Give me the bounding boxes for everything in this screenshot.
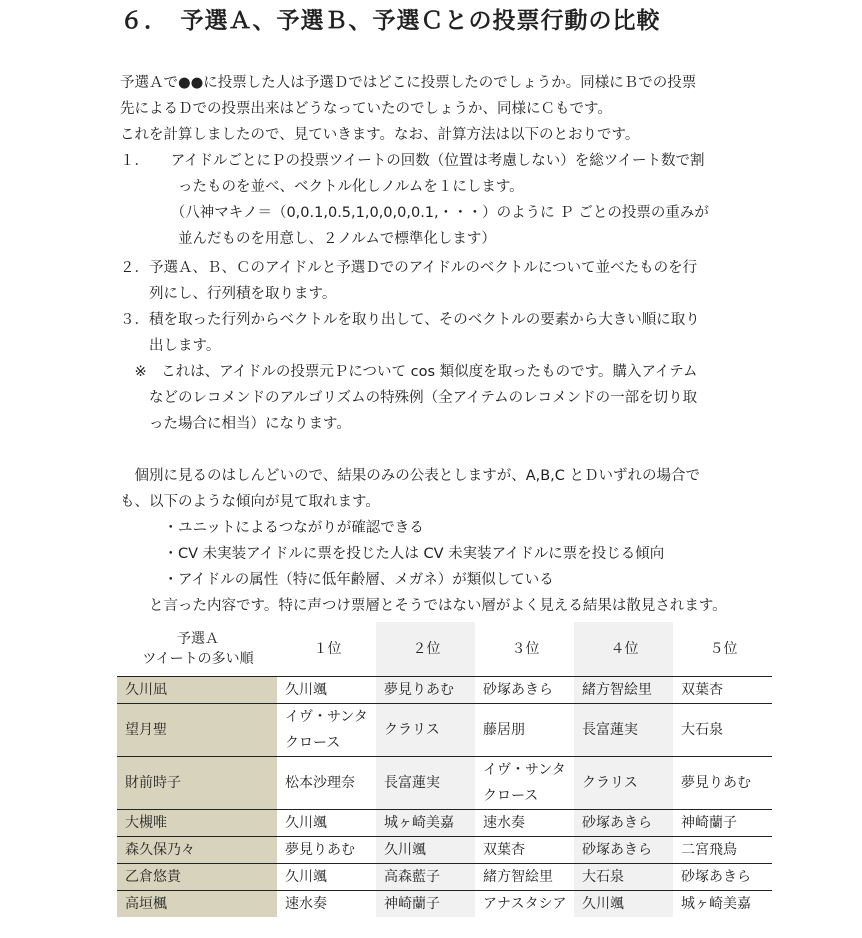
table-row — [117, 810, 772, 837]
rank-5-cell: 二宮飛鳥 — [681, 842, 737, 858]
text-line: 並んだものを用意し、２ノルムで標準化します） — [120, 231, 496, 247]
table-row — [117, 677, 772, 704]
table-row — [117, 864, 772, 891]
text-line: ３．積を取った行列からベクトルを取り出して、そのベクトルの要素から大きい順に取り — [120, 312, 700, 328]
table-row — [117, 837, 772, 864]
text-line: 先によるＤでの投票出来はどうなっていたのでしょうか、同様にＣもです。 — [120, 101, 612, 117]
text-line: と言った内容です。特に声つけ票層とそうではない層がよく見える結果は散見されます。 — [120, 598, 727, 614]
rank-3-cell: 双葉杏 — [483, 842, 525, 858]
text-line: 予選Ａで●●に投票した人は予選Ｄではどこに投票したのでしょうか。同様にＢでの投票 — [120, 75, 697, 91]
rank-1-cell: 久川颯 — [285, 815, 327, 831]
header-line1: 予選Ａ — [177, 631, 219, 647]
rank-4-cell: 長富蓮実 — [574, 704, 673, 757]
header-rank-3: ３位 — [511, 641, 540, 657]
rank-4-cell: 砂塚あきら — [574, 810, 673, 837]
text-line: ※ これは、アイドルの投票元Ｐについて cos 類似度を取ったものです。購入アイテム — [120, 364, 698, 380]
rank-2-cell: 高森藍子 — [376, 864, 475, 891]
rank-4-cell: 久川颯 — [574, 891, 673, 918]
source-idol: 大槻唯 — [117, 810, 277, 837]
table-row — [117, 891, 772, 918]
rank-2-cell: 夢見りあむ — [376, 677, 475, 704]
header-rank-5: ５位 — [709, 641, 738, 657]
text-line: などのレコメンドのアルゴリズムの特殊例（全アイテムのレコメンドの一部を切り取 — [120, 390, 698, 406]
text-line: ったものを並べ、ベクトル化しノルムを１にします。 — [120, 179, 524, 195]
text-line: ・アイドルの属性（特に低年齢層、メガネ）が類似している — [120, 572, 554, 588]
rank-4-cell: クラリス — [574, 757, 673, 810]
source-idol: 久川凪 — [117, 677, 277, 704]
header-line2: ツイートの多い順 — [142, 651, 254, 667]
rank-3-cell: 緒方智絵里 — [483, 869, 553, 885]
text-line: ・ユニットによるつながりが確認できる — [120, 520, 424, 536]
source-idol: 望月聖 — [117, 704, 277, 757]
header-rank-4: ４位 — [574, 622, 673, 677]
rank-3-cell: 藤居朋 — [483, 722, 525, 738]
rank-1-cell: 松本沙理奈 — [285, 775, 355, 791]
header-rank-1: １位 — [313, 641, 342, 657]
source-idol: 財前時子 — [117, 757, 277, 810]
header-source — [117, 622, 277, 677]
rank-3-cell: イヴ・サンタクロース — [483, 762, 566, 804]
text-line: １． アイドルごとにＰの投票ツイートの回数（位置は考慮しない）を総ツイート数で割 — [120, 153, 705, 169]
source-idol: 森久保乃々 — [117, 837, 277, 864]
section-title: ６． 予選Ａ、予選Ｂ、予選Ｃとの投票行動の比較 — [120, 8, 661, 34]
rank-5-cell: 砂塚あきら — [681, 869, 751, 885]
rank-4-cell: 大石泉 — [574, 864, 673, 891]
text-line: ２．予選Ａ、Ｂ、Ｃのアイドルと予選Ｄでのアイドルのベクトルについて並べたものを行 — [120, 260, 698, 276]
rank-3-cell: アナスタシア — [483, 896, 567, 912]
text-line: も、以下のような傾向が見て取れます。 — [120, 494, 380, 510]
table-header-row — [117, 622, 772, 677]
text-line: これを計算しましたので、見ていきます。なお、計算方法は以下のとおりです。 — [120, 127, 640, 143]
table-row — [117, 757, 772, 810]
source-idol: 高垣楓 — [117, 891, 277, 918]
rank-4-cell: 緒方智絵里 — [574, 677, 673, 704]
rank-2-cell: 久川颯 — [376, 837, 475, 864]
rank-1-cell: イヴ・サンタクロース — [285, 709, 368, 751]
rank-1-cell: 久川颯 — [285, 869, 327, 885]
text-line: ・CV 未実装アイドルに票を投じた人は CV 未実装アイドルに票を投じる傾向 — [120, 546, 665, 562]
rank-1-cell: 夢見りあむ — [285, 842, 355, 858]
text-line: （八神マキノ＝（0,0.1,0.5,1,0,0,0,0.1,・・・）のように Ｐ ごとの投票の重みが — [120, 205, 709, 221]
rank-2-cell: クラリス — [376, 704, 475, 757]
text-line: 出します。 — [120, 338, 221, 354]
rank-1-cell: 速水奏 — [285, 896, 327, 912]
rank-5-cell: 双葉杏 — [681, 682, 723, 698]
rank-3-cell: 砂塚あきら — [483, 682, 553, 698]
vote-comparison-table — [117, 622, 772, 917]
rank-4-cell: 砂塚あきら — [574, 837, 673, 864]
header-rank-2: ２位 — [376, 622, 475, 677]
rank-3-cell: 速水奏 — [483, 815, 525, 831]
rank-5-cell: 大石泉 — [681, 722, 723, 738]
rank-2-cell: 長富蓮実 — [376, 757, 475, 810]
text-line: った場合に相当）になります。 — [120, 416, 351, 432]
rank-2-cell: 神崎蘭子 — [376, 891, 475, 918]
text-line: 個別に見るのはしんどいので、結果のみの公表としますが、A,B,C とＤいずれの場合で — [120, 468, 701, 484]
table-row — [117, 704, 772, 757]
rank-5-cell: 夢見りあむ — [681, 775, 751, 791]
text-line: 列にし、行列積を取ります。 — [120, 286, 337, 302]
rank-5-cell: 神崎蘭子 — [681, 815, 737, 831]
rank-5-cell: 城ヶ崎美嘉 — [681, 896, 751, 912]
rank-2-cell: 城ヶ崎美嘉 — [376, 810, 475, 837]
source-idol: 乙倉悠貴 — [117, 864, 277, 891]
rank-1-cell: 久川颯 — [285, 682, 327, 698]
